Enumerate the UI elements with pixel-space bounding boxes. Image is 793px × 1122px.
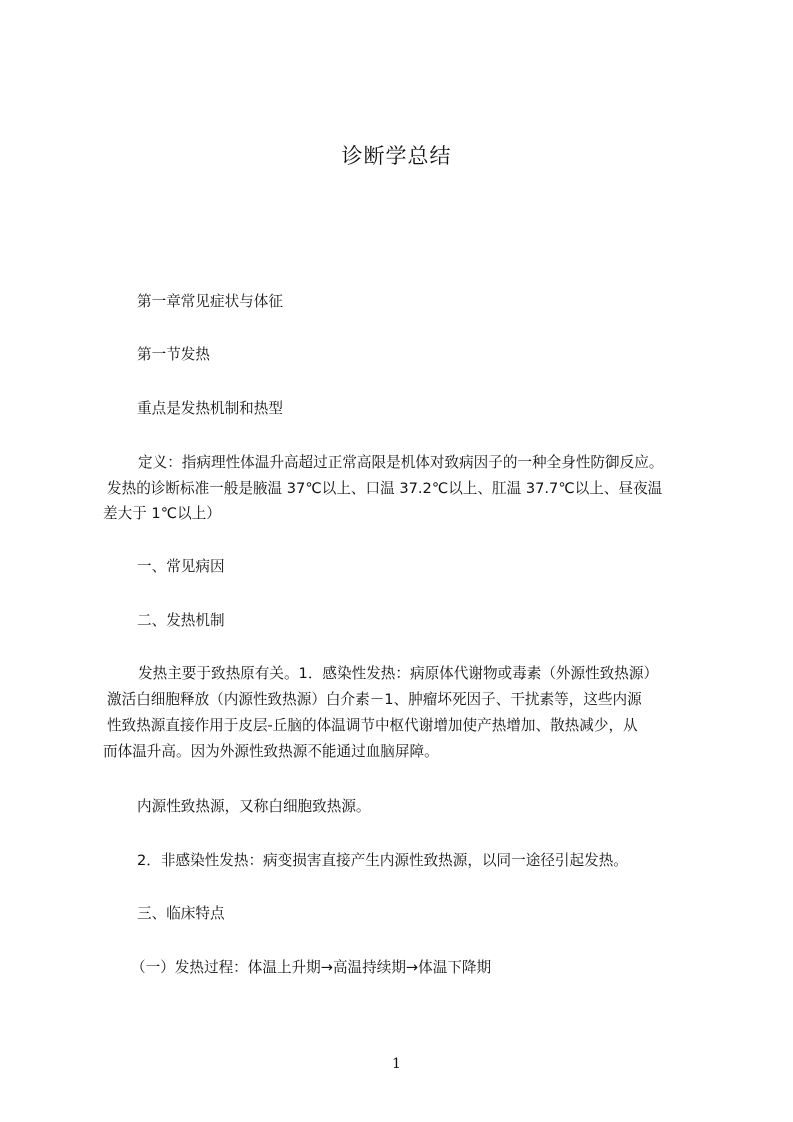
definition-line-2: 发热的诊断标准一般是腋温 37℃以上、口温 37.2℃以上、肛温 37.7℃以上、昼夜温 [107,480,663,497]
page-number: 1 [392,1056,401,1072]
heading-fever-mechanism: 二、发热机制 [137,612,225,629]
fever-process: （一）发热过程：体温上升期→高温持续期→体温下降期 [131,959,492,976]
mechanism-line-2: 激活白细胞释放（内源性致热源）白介素－1、肿瘤坏死因子、干扰素等，这些内源 [107,691,642,708]
mechanism-line-4: 而体温升高。因为外源性致热源不能通过血脑屏障。 [103,743,439,760]
section-heading: 第一节发热 [137,346,210,363]
endogenous-pyrogen-note: 内源性致热源，又称白细胞致热源。 [137,798,371,815]
document-title: 诊断学总结 [341,144,452,168]
definition-line-1: 定义：指病理性体温升高超过正常高限是机体对致病因子的一种全身性防御反应。 [138,454,664,471]
chapter-heading: 第一章常见症状与体征 [137,293,283,310]
focus-note: 重点是发热机制和热型 [137,400,283,417]
definition-line-3: 差大于 1℃以上） [103,505,221,522]
heading-clinical-features: 三、临床特点 [137,905,225,922]
mechanism-line-1: 发热主要于致热原有关。1．感染性发热：病原体代谢物或毒素（外源性致热源） [138,665,659,682]
heading-common-causes: 一、常见病因 [137,558,225,575]
mechanism-line-3: 性致热源直接作用于皮层-丘脑的体温调节中枢代谢增加使产热增加、散热减少，从 [107,717,638,734]
noninfectious-fever: 2．非感染性发热：病变损害直接产生内源性致热源，以同一途径引起发热。 [137,852,628,869]
